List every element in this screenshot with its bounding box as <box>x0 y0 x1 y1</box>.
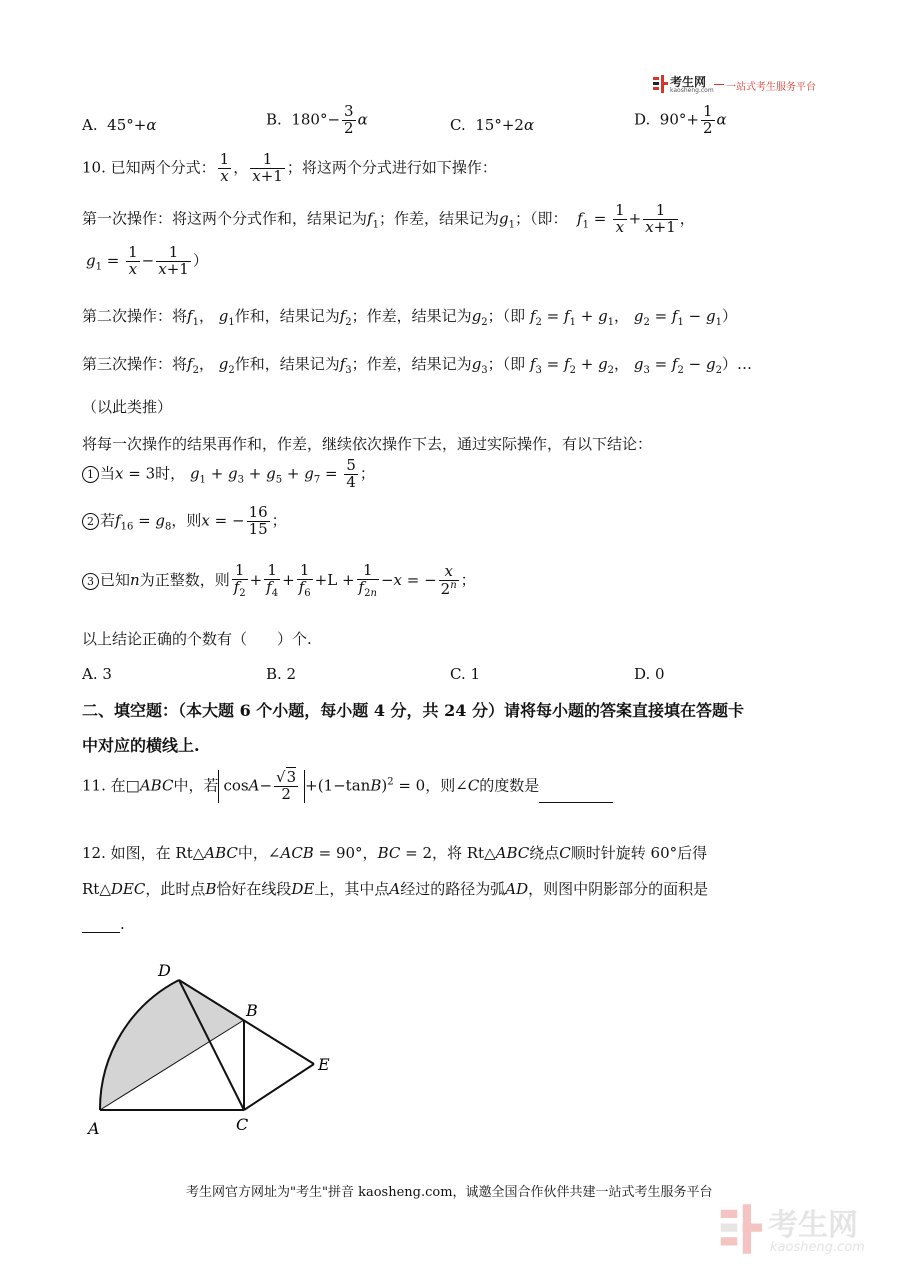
q9-option-c[interactable]: C. 15°+2α <box>450 116 535 134</box>
q10-conclusion-3: 3 已知n为正整数，则 $\frac{1}{f_2}$ + $\frac{1}{f_4}$ + $\frac{1}{f_6}$ +L + $\frac{1}{f_{2n}}$ −x = − $\frac{x}{2^n}$ ； <box>82 563 476 599</box>
q12-l2a: Rt△ <box>82 880 111 898</box>
q10-op1-g1: $g_1$ = $\frac{1}{x}$ − $\frac{1}{x+1}$ ） <box>86 243 208 278</box>
q12-l1b: 中， <box>237 844 268 862</box>
q10-continue: 将每一次操作的结果再作和，作差，继续依次操作下去，通过实际操作，有以下结论： <box>82 435 653 453</box>
q10-intro: 10. 已知两个分式： $\frac{1}{x}$ ， $\frac{1}{x+1}$ ；将这两个分式进行如下操作： <box>82 150 497 185</box>
q10-option-b[interactable]: B. 2 <box>266 665 297 683</box>
q10-intro-tail: ；将这两个分式进行如下操作： <box>286 158 497 177</box>
q11: 11. 在□ABC中，若 cosA− $\frac{√3}{2}$ $+(1-\tan B)^2 = 0$，则∠C的度数是 <box>82 770 613 803</box>
watermark-text: 考生网 <box>768 1208 858 1243</box>
question-number: 12. <box>82 844 106 862</box>
op3-text: 第三次操作：将 <box>82 355 188 373</box>
q12-l1a: 如图，在 Rt△ <box>110 844 205 862</box>
c2-text2: ，则 <box>171 511 202 530</box>
option-label: C. <box>450 116 466 134</box>
q10-option-c[interactable]: C. 1 <box>450 665 481 683</box>
q9-option-b[interactable]: B. 180°− $\frac{3}{2}$ α <box>266 102 368 137</box>
q10-op3: 第三次操作：将$f_2$， $g_2$作和，结果记为$f_3$；作差，结果记为$g_3$；（即 $f_3 = f_2 + g_2$， $g_3 = f_2$ − $g_2)\dots$ <box>82 355 752 376</box>
label-a: A <box>88 1119 100 1138</box>
q12-l2e: 经过的路径为弧 <box>400 880 506 898</box>
q12-line2: Rt△DEC，此时点B恰好在线段DE上，其中点A经过的路径为弧AD，则图中阴影部分的面积是 <box>82 880 709 898</box>
option-label: A. <box>82 116 98 134</box>
label-e: E <box>318 1055 330 1074</box>
q12-l2f: ，则图中阴影部分的面积是 <box>528 880 709 898</box>
question-number: 10. <box>82 158 106 177</box>
option-label: D. <box>634 110 651 129</box>
q12-line1: 12. 如图，在 Rt△ABC中，∠ACB = 90°，BC = 2，将 Rt△ABC绕点C顺时针旋转 60°后得 <box>82 844 708 862</box>
q12-l1f: 顺时针旋转 60°后得 <box>570 844 708 862</box>
watermark <box>718 1200 888 1260</box>
q12-l2b: ，此时点 <box>145 880 206 898</box>
q11-text-b: 中，若 <box>173 776 219 795</box>
header-slogan: 一站式考生服务平台 <box>726 82 816 93</box>
op1-text-b: ；作差，结果记为 <box>378 209 499 228</box>
shaded-region <box>100 980 244 1110</box>
q11-text-a: 在□ <box>110 776 140 795</box>
op3-text-d: ；（即 <box>487 355 526 373</box>
label-b: B <box>246 1001 258 1020</box>
answer-blank[interactable] <box>82 914 120 933</box>
logo-text: 考生网 <box>670 75 707 89</box>
q12-l1d: ，将 Rt△ <box>432 844 496 862</box>
q12-l1c: ， <box>362 844 378 862</box>
section2-heading-line2: 中对应的横线上. <box>82 736 200 755</box>
q12-line3 <box>82 914 125 933</box>
c2-text: 若 <box>100 511 116 530</box>
watermark-logo-icon <box>718 1204 762 1254</box>
circle-number-2: 2 <box>82 513 99 530</box>
q10-option-a[interactable]: A. 3 <box>82 665 112 683</box>
op2-text: 第二次操作：将 <box>82 307 188 325</box>
c1-text: 当 <box>100 464 116 483</box>
q10-option-d[interactable]: D. 0 <box>634 665 665 683</box>
circle-number-3: 3 <box>82 573 99 590</box>
slogan-dash <box>714 84 724 85</box>
q12-l2d: 上，其中点 <box>314 880 390 898</box>
answer-blank[interactable] <box>539 784 613 803</box>
circle-number-1: 1 <box>82 466 99 483</box>
segment-ce <box>244 1064 314 1110</box>
label-c: C <box>236 1115 249 1134</box>
q9-option-a[interactable]: A. 45°+α <box>82 116 157 134</box>
q10-op2: 第二次操作：将$f_1$， $g_1$作和，结果记为$f_2$；作差，结果记为$g_2$；（即 $f_2 = f_1 + g_1$， $g_2 = f_1 - g_1$） <box>82 307 737 328</box>
question-number: 11. <box>82 776 106 795</box>
op3-text-c: ；作差，结果记为 <box>351 355 472 373</box>
watermark-domain: kaosheng.com <box>770 1240 865 1255</box>
c3-text2: 为正整数，则 <box>139 571 230 590</box>
ellipsis: … <box>736 355 752 373</box>
section2-heading-line1: 二、填空题：（本大题 6 个小题，每小题 4 分，共 24 分）请将每小题的答案直接填在答题卡 <box>82 701 744 720</box>
op2-text-d: ；（即 <box>487 307 526 325</box>
q12-l2c: 恰好在线段 <box>216 880 292 898</box>
q10-conclusion-1: 1 当x = 3时， $g_1 + g_3 + g_5 + g_7$ = $\frac{5}{4}$ ； <box>82 458 375 491</box>
q10-intro-text: 已知两个分式： <box>110 158 216 177</box>
logo-icon <box>652 75 668 93</box>
q12-l1e: 绕点 <box>529 844 560 862</box>
label-d: D <box>158 961 171 980</box>
footer-text: 考生网官方网址为"考生"拼音 kaosheng.com，诚邀全国合作伙伴共建一站式考生服务平台 <box>186 1185 713 1200</box>
logo-sub: kaosheng.com <box>670 87 714 94</box>
op1-text: 第一次操作：将这两个分式作和，结果记为 <box>82 209 368 228</box>
q10-op1: 第一次操作：将这两个分式作和，结果记为$f_1$；作差，结果记为$g_1$；（即： $f_1$ = $\frac{1}{x}$ + $\frac{1}{x+1}$ ， <box>82 201 695 236</box>
q11-text-d: 的度数是 <box>479 776 540 795</box>
q11-text-c: ，则∠ <box>425 776 468 795</box>
c3-text: 已知 <box>100 571 131 590</box>
q9-option-d[interactable]: D. 90°+ $\frac{1}{2}$ α <box>634 102 727 137</box>
c1-text2: 时， <box>155 464 186 483</box>
option-label: B. <box>266 110 282 129</box>
op2-text-b: 作和，结果记为 <box>234 307 340 325</box>
op2-text-c: ；作差，结果记为 <box>351 307 472 325</box>
q12-l3-end: . <box>120 915 125 933</box>
q10-conclusion-2: 2 若$f_{16} = g_8$，则x = − $\frac{16}{15}$ ； <box>82 505 287 538</box>
q10-analogy: （以此类推） <box>82 398 173 416</box>
geometry-figure <box>82 956 342 1146</box>
op3-text-b: 作和，结果记为 <box>234 355 340 373</box>
q10-question: 以上结论正确的个数有（ ）个. <box>82 630 312 648</box>
op1-text-c: ；（即： <box>514 209 568 228</box>
